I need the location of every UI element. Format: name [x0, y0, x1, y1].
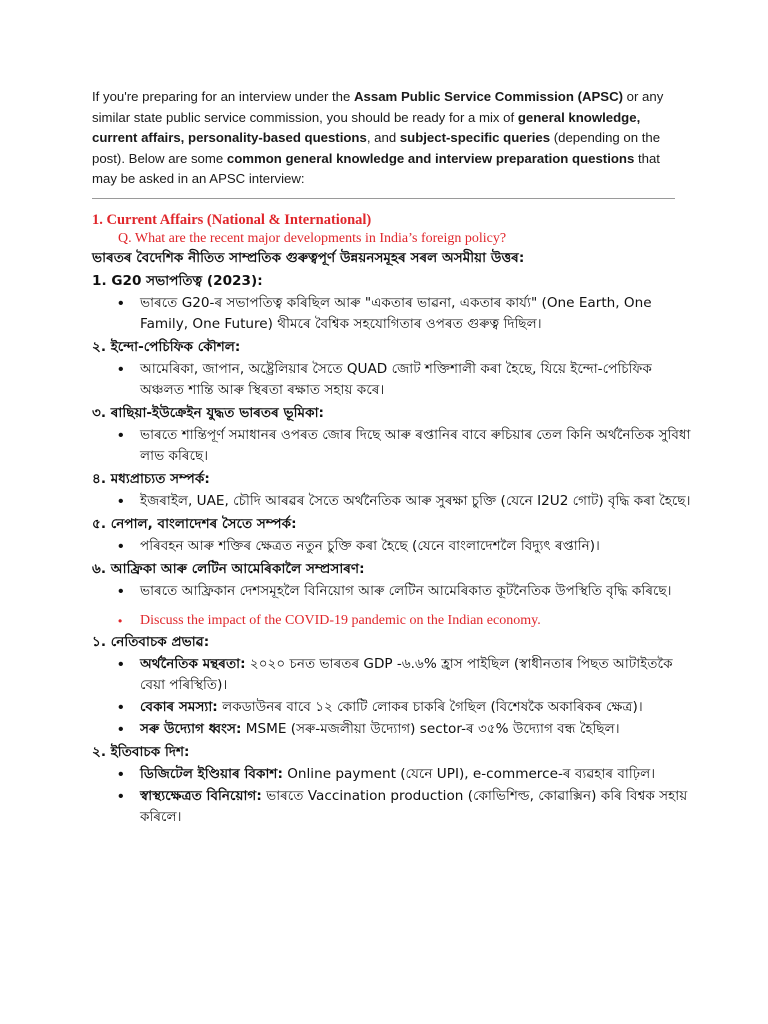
item-label: সৰু উদ্যোগ ধ্বংস: [140, 721, 242, 737]
item-label: ডিজিটেল ইণ্ডিয়াৰ বিকাশ: [140, 766, 283, 782]
item-text: লকডাউনৰ বাবে ১২ কোটি লোকৰ চাকৰি গৈছিল (বিশেষকৈ অকাৰিকৰ ক্ষেত্ৰ)। [217, 699, 643, 715]
intro-text: (depending on the post). Below are some [92, 130, 661, 166]
intro-bold: general knowledge, current affairs, personality-based questions [92, 109, 641, 145]
point-russia-ukraine [92, 402, 692, 467]
point-heading: ১. নেতিবাচক প্ৰভাৱ: [92, 634, 210, 650]
item-text: Online payment (যেনে UPI), e-commerce-ৰ ব্যৱহাৰ বাঢ়িল। [282, 766, 656, 782]
item-label: অৰ্থনৈতিক মন্থৰতা: [140, 656, 246, 672]
list-item [140, 764, 692, 785]
point-africa-latam [92, 558, 692, 602]
point-heading: 1. G20 সভাপতিত্ব (2023): [92, 273, 263, 289]
point-heading: ৩. ৰাছিয়া-ইউক্ৰেইন যুদ্ধত ভাৰতৰ ভূমিকা: [92, 405, 324, 421]
intro-text: If you're preparing for an interview under the [92, 89, 355, 104]
item-label: স্বাস্থ্যক্ষেত্ৰত বিনিয়োগ: [140, 788, 262, 804]
point-heading: ৫. নেপাল, বাংলাদেশৰ সৈতে সম্পৰ্ক: [92, 516, 297, 532]
question-foreign-policy: Q. What are the recent major developments in India’s foreign policy? [118, 231, 507, 246]
point-heading: ৪. মধ্যপ্ৰাচ্যত সম্পৰ্ক: [92, 471, 210, 487]
question-covid: • Discuss the impact of the COVID-19 pandemic on the Indian economy. [140, 612, 692, 630]
item-text: MSME (সৰু-মজলীয়া উদ্যোগ) sector-ৰ ৩৫% উদ্যোগ বন্ধ হৈছিল। [241, 721, 620, 737]
point-nepal-bangladesh [92, 513, 692, 557]
list-item [140, 654, 692, 696]
point-heading: ২. ইন্দো-পেচিফিক কৌশল: [92, 339, 241, 355]
covid-negative [92, 631, 692, 740]
list-item: • ভাৰতে শান্তিপূৰ্ণ সমাধানৰ ওপৰত জোৰ দিছে আৰু ৰপ্তানিৰ বাবে ৰুচিয়াৰ তেল কিনি অৰ্থনৈতিক সুবিধা লাভ কৰিছে। [140, 425, 692, 467]
covid-positive [92, 741, 692, 828]
answer-heading: ভাৰতৰ বৈদেশিক নীতিত সাম্প্ৰতিক গুৰুত্বপূৰ্ণ উন্নয়নসমূহৰ সৰল অসমীয়া উত্তৰ: [92, 250, 525, 266]
point-heading: ৬. আফ্ৰিকা আৰু লেটিন আমেৰিকালৈ সম্প্ৰসাৰণ: [92, 561, 365, 577]
intro-text: or any similar state public service commission, you should be ready for a mix of [92, 89, 664, 125]
intro-text: that may be asked in an APSC interview: [92, 150, 660, 186]
horizontal-divider [92, 198, 675, 199]
intro-bold: common general knowledge and interview preparation questions [226, 150, 635, 166]
item-label: বেকাৰ সমস্যা: [140, 699, 218, 715]
list-item [140, 719, 692, 740]
list-item: • ভাৰতে G20-ৰ সভাপতিত্ব কৰিছিল আৰু "একতাৰ ভাৱনা, একতাৰ কাৰ্য্য" (One Earth, One Family, One Future) থীমৰে বৈশ্বিক সহযোগিতাৰ ওপৰত গুৰুত্ব দিছিল। [140, 293, 692, 335]
main-content [92, 211, 692, 829]
point-heading: ২. ইতিবাচক দিশ: [92, 744, 190, 760]
intro-text: , and [366, 130, 400, 145]
intro-bold: subject-specific queries [399, 130, 551, 145]
point-g20 [92, 270, 692, 335]
point-indo-pacific [92, 336, 692, 401]
list-item: • ভাৰতে আফ্ৰিকান দেশসমূহলৈ বিনিয়োগ আৰু লেটিন আমেৰিকাত কূটনৈতিক উপস্থিতি বৃদ্ধি কৰিছে। [140, 581, 692, 602]
list-item [140, 786, 692, 828]
list-item [140, 697, 692, 718]
item-text: ২০২০ চনত ভাৰতৰ GDP -৬.৬% হ্ৰাস পাইছিল (স্বাধীনতাৰ পিছত আটাইতকৈ বেয়া পৰিস্থিতি)। [140, 656, 673, 693]
list-item: • ইজৰাইল, UAE, চৌদি আৰৱৰ সৈতে অৰ্থনৈতিক আৰু সুৰক্ষা চুক্তি (যেনে I2U2 গোট) বৃদ্ধি কৰা হৈছে। [140, 491, 692, 512]
section-title: 1. Current Affairs (National & International) [92, 212, 372, 228]
list-item: • আমেৰিকা, জাপান, অষ্ট্ৰেলিয়াৰ সৈতে QUAD জোট শক্তিশালী কৰা হৈছে, যিয়ে ইন্দো-পেচিফিক অঞ্চলত শান্তি আৰু স্থিৰতা ৰক্ষাত সহায় কৰে। [140, 359, 692, 401]
intro-bold: Assam Public Service Commission (APSC) [354, 89, 623, 104]
intro-paragraph [92, 87, 682, 190]
item-text: ভাৰতে Vaccination production (কোভিশিল্ড, কোৱাক্সিন) কৰি বিশ্বক সহায় কৰিলে। [140, 788, 688, 825]
point-middle-east [92, 468, 692, 512]
list-item: • পৰিবহন আৰু শক্তিৰ ক্ষেত্ৰত নতুন চুক্তি কৰা হৈছে (যেনে বাংলাদেশলৈ বিদ্যুৎ ৰপ্তানি)। [140, 536, 692, 557]
